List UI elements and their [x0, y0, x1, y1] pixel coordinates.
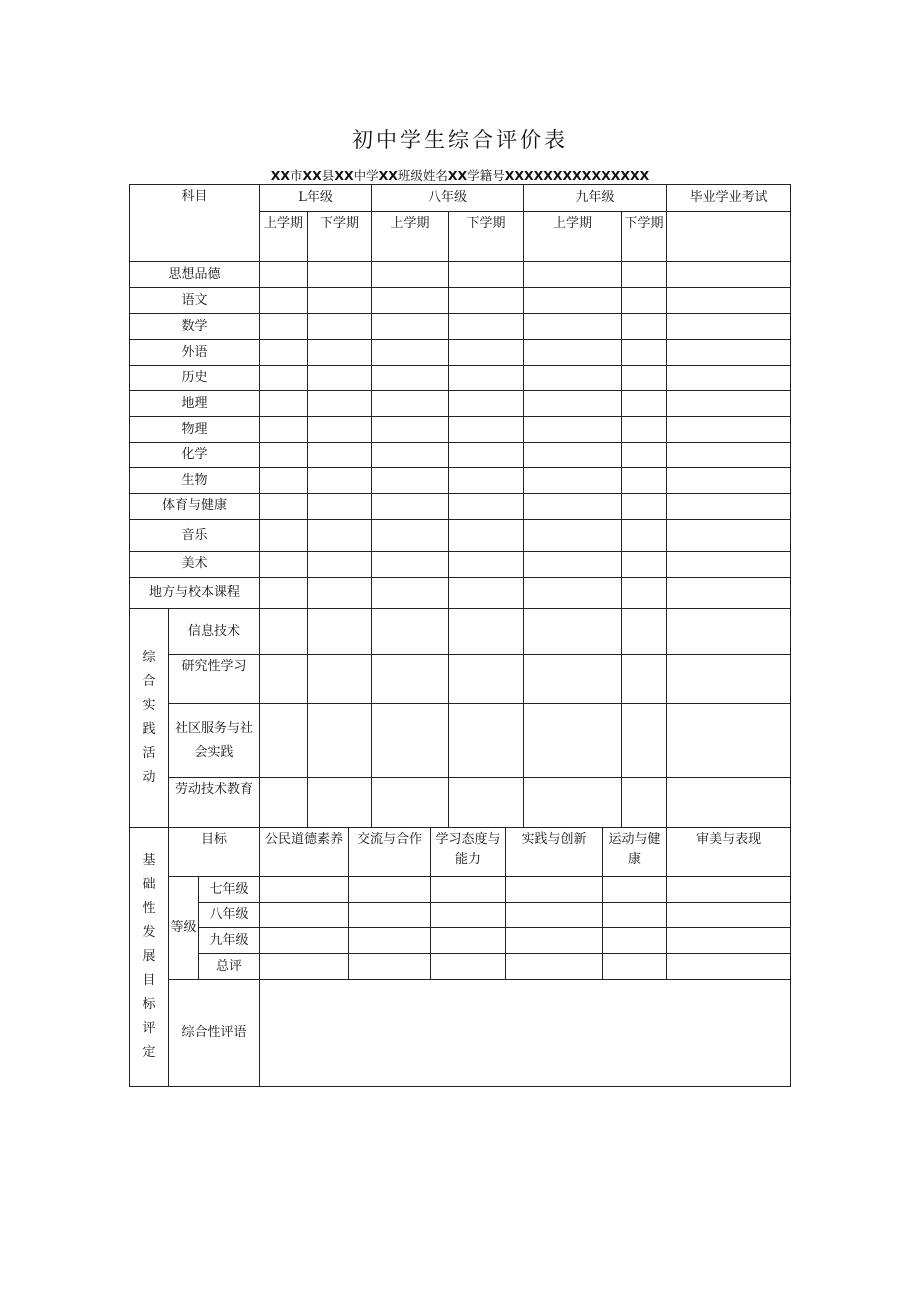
grade-cell[interactable] [372, 609, 449, 655]
practice-item-label: 研究性学习 [169, 655, 260, 704]
grade-cell[interactable] [260, 262, 308, 288]
page-title: 初中学生综合评价表 [352, 128, 568, 152]
grade-cell[interactable] [308, 494, 372, 520]
subject-label: 语文 [130, 288, 260, 314]
level-row-label: 八年级 [199, 903, 260, 928]
grade-cell[interactable] [260, 954, 349, 980]
term-header: 下学期 [449, 212, 524, 262]
subject-header: 科目 [130, 185, 260, 262]
grade-cell[interactable] [372, 468, 449, 494]
grade-cell[interactable] [524, 494, 622, 520]
grade-cell[interactable] [308, 262, 372, 288]
grade-cell[interactable] [449, 391, 524, 417]
grade-cell[interactable] [524, 417, 622, 443]
grade-cell[interactable] [260, 366, 308, 391]
basic-group-label: 基 础 性 发 展 目 标 评 定 [130, 828, 169, 1087]
grade-cell[interactable] [524, 340, 622, 366]
target-header: 学习态度与能力 [431, 828, 506, 877]
practice-item-label: 信息技术 [169, 609, 260, 655]
grade-cell[interactable] [449, 494, 524, 520]
target-header: 公民道德素养 [260, 828, 349, 877]
grade-cell[interactable] [622, 578, 667, 609]
grade-cell[interactable] [622, 704, 667, 778]
level-row-label: 七年级 [199, 877, 260, 903]
grade-cell[interactable] [524, 778, 622, 828]
grade-cell[interactable] [372, 520, 449, 552]
practice-item-label: 社区服务与社会实践 [169, 704, 260, 778]
grade-cell[interactable] [667, 928, 791, 954]
grade-cell[interactable] [667, 494, 791, 520]
grade-cell[interactable] [260, 417, 308, 443]
term-header: 下学期 [622, 212, 667, 262]
grade-cell[interactable] [524, 366, 622, 391]
grade-cell[interactable] [372, 443, 449, 468]
grade-cell[interactable] [622, 417, 667, 443]
grade-cell[interactable] [667, 288, 791, 314]
grade-cell[interactable] [308, 520, 372, 552]
grade-cell[interactable] [449, 417, 524, 443]
grade-cell[interactable] [372, 552, 449, 578]
grade-cell[interactable] [372, 391, 449, 417]
grade-cell[interactable] [260, 288, 308, 314]
grade-cell[interactable] [308, 552, 372, 578]
student-info-line: XX市XX县XX中学XX班级姓名XX学籍号XXXXXXXXXXXXXXX [270, 168, 650, 183]
grade-cell[interactable] [349, 928, 431, 954]
grade-cell[interactable] [524, 578, 622, 609]
grade-cell[interactable] [603, 877, 667, 903]
grade-cell[interactable] [622, 655, 667, 704]
grade-cell[interactable] [372, 366, 449, 391]
grade-cell[interactable] [308, 468, 372, 494]
grade-cell[interactable] [431, 903, 506, 928]
target-header: 审美与表现 [667, 828, 791, 877]
practice-item-label: 劳动技术教育 [169, 778, 260, 828]
grade-cell[interactable] [260, 314, 308, 340]
grade-cell[interactable] [622, 340, 667, 366]
grade-7-header: L年级 [260, 185, 372, 212]
grade-cell[interactable] [260, 468, 308, 494]
grade-cell[interactable] [622, 443, 667, 468]
grade-cell[interactable] [667, 468, 791, 494]
grade-cell[interactable] [372, 578, 449, 609]
grade-cell[interactable] [308, 443, 372, 468]
grade-cell[interactable] [667, 655, 791, 704]
grade-cell[interactable] [260, 609, 308, 655]
grade-cell[interactable] [506, 903, 603, 928]
grade-cell[interactable] [260, 655, 308, 704]
grade-cell[interactable] [431, 877, 506, 903]
grade-cell[interactable] [622, 609, 667, 655]
target-header: 交流与合作 [349, 828, 431, 877]
grade-cell[interactable] [372, 340, 449, 366]
term-header: 上学期 [372, 212, 449, 262]
target-header: 运动与健康 [603, 828, 667, 877]
grade-cell[interactable] [524, 262, 622, 288]
grade-cell[interactable] [524, 609, 622, 655]
grade-cell[interactable] [260, 903, 349, 928]
grade-cell[interactable] [603, 903, 667, 928]
grade-cell[interactable] [449, 778, 524, 828]
grade-cell[interactable] [667, 314, 791, 340]
subject-label: 体育与健康 [130, 494, 260, 520]
grade-cell[interactable] [524, 314, 622, 340]
grade-cell[interactable] [431, 954, 506, 980]
grade-cell[interactable] [667, 877, 791, 903]
grade-cell[interactable] [260, 928, 349, 954]
grade-cell[interactable] [449, 340, 524, 366]
grade-cell[interactable] [667, 520, 791, 552]
comment-field[interactable] [260, 980, 791, 1087]
grade-cell[interactable] [449, 314, 524, 340]
grade-cell[interactable] [349, 877, 431, 903]
subject-label: 地理 [130, 391, 260, 417]
grade-cell[interactable] [667, 903, 791, 928]
grade-cell[interactable] [449, 704, 524, 778]
grade-cell[interactable] [667, 262, 791, 288]
grade-cell[interactable] [308, 655, 372, 704]
target-header: 实践与创新 [506, 828, 603, 877]
grade-cell[interactable] [603, 928, 667, 954]
target-label: 目标 [169, 828, 260, 877]
grade-8-header: 八年级 [372, 185, 524, 212]
grade-cell[interactable] [667, 778, 791, 828]
grade-cell[interactable] [506, 877, 603, 903]
grade-cell[interactable] [667, 954, 791, 980]
grade-cell[interactable] [260, 443, 308, 468]
grade-cell[interactable] [449, 609, 524, 655]
grade-cell[interactable] [667, 366, 791, 391]
grade-cell[interactable] [308, 288, 372, 314]
grade-cell[interactable] [372, 778, 449, 828]
level-row-label: 总评 [199, 954, 260, 980]
grade-cell[interactable] [667, 340, 791, 366]
grade-cell[interactable] [524, 468, 622, 494]
term-header: 下学期 [308, 212, 372, 262]
subject-label: 化学 [130, 443, 260, 468]
grade-cell[interactable] [260, 778, 308, 828]
grade-cell[interactable] [308, 609, 372, 655]
grade-cell[interactable] [308, 578, 372, 609]
grade-cell[interactable] [506, 928, 603, 954]
subject-label: 地方与校本课程 [130, 578, 260, 609]
grade-cell[interactable] [349, 954, 431, 980]
grade-cell[interactable] [524, 704, 622, 778]
grade-cell[interactable] [372, 417, 449, 443]
grade-cell[interactable] [260, 520, 308, 552]
grade-cell[interactable] [260, 391, 308, 417]
grade-cell[interactable] [260, 578, 308, 609]
grade-cell[interactable] [524, 288, 622, 314]
grade-cell[interactable] [524, 520, 622, 552]
grade-cell[interactable] [260, 704, 308, 778]
term-header: 上学期 [524, 212, 622, 262]
grade-cell[interactable] [622, 552, 667, 578]
comment-label: 综合性评语 [169, 980, 260, 1087]
grade-cell[interactable] [667, 609, 791, 655]
subject-label: 音乐 [130, 520, 260, 552]
grade-cell[interactable] [308, 366, 372, 391]
final-exam-header: 毕业学业考试 [667, 185, 791, 212]
grade-cell[interactable] [308, 340, 372, 366]
grade-cell[interactable] [524, 655, 622, 704]
subject-label: 历史 [130, 366, 260, 391]
grade-cell[interactable] [449, 262, 524, 288]
grade-cell[interactable] [308, 417, 372, 443]
grade-cell[interactable] [349, 903, 431, 928]
term-header: 上学期 [260, 212, 308, 262]
grade-cell[interactable] [260, 340, 308, 366]
level-label: 等级 [169, 877, 199, 980]
practice-group-label: 综 合 实 践 活 动 [130, 609, 169, 828]
grade-cell[interactable] [372, 262, 449, 288]
grade-9-header: 九年级 [524, 185, 667, 212]
level-row-label: 九年级 [199, 928, 260, 954]
subject-label: 思想品德 [130, 262, 260, 288]
grade-cell[interactable] [449, 552, 524, 578]
grade-cell[interactable] [622, 391, 667, 417]
grade-cell[interactable] [622, 314, 667, 340]
grade-cell[interactable] [308, 778, 372, 828]
evaluation-table [129, 184, 791, 1087]
grade-cell[interactable] [260, 552, 308, 578]
grade-cell[interactable] [372, 288, 449, 314]
grade-cell[interactable] [667, 578, 791, 609]
grade-cell[interactable] [372, 655, 449, 704]
grade-cell[interactable] [622, 778, 667, 828]
grade-cell[interactable] [622, 288, 667, 314]
grade-cell[interactable] [431, 928, 506, 954]
grade-cell[interactable] [308, 704, 372, 778]
grade-cell[interactable] [524, 443, 622, 468]
grade-cell[interactable] [449, 288, 524, 314]
grade-cell[interactable] [372, 314, 449, 340]
grade-cell[interactable] [603, 954, 667, 980]
grade-cell[interactable] [622, 366, 667, 391]
subject-label: 外语 [130, 340, 260, 366]
grade-cell[interactable] [506, 954, 603, 980]
grade-cell[interactable] [524, 552, 622, 578]
grade-cell[interactable] [372, 704, 449, 778]
subject-label: 美术 [130, 552, 260, 578]
grade-cell[interactable] [308, 391, 372, 417]
grade-cell[interactable] [622, 262, 667, 288]
grade-cell[interactable] [667, 443, 791, 468]
grade-cell[interactable] [667, 704, 791, 778]
grade-cell[interactable] [260, 494, 308, 520]
grade-cell[interactable] [449, 443, 524, 468]
subject-label: 生物 [130, 468, 260, 494]
grade-cell[interactable] [524, 391, 622, 417]
grade-cell[interactable] [260, 877, 349, 903]
grade-cell[interactable] [372, 494, 449, 520]
grade-cell[interactable] [308, 314, 372, 340]
grade-cell[interactable] [667, 552, 791, 578]
grade-cell[interactable] [667, 391, 791, 417]
grade-cell[interactable] [622, 494, 667, 520]
subject-label: 物理 [130, 417, 260, 443]
grade-cell[interactable] [667, 417, 791, 443]
grade-cell[interactable] [667, 212, 791, 262]
grade-cell[interactable] [449, 655, 524, 704]
grade-cell[interactable] [449, 366, 524, 391]
grade-cell[interactable] [449, 520, 524, 552]
grade-cell[interactable] [622, 520, 667, 552]
grade-cell[interactable] [622, 468, 667, 494]
grade-cell[interactable] [449, 468, 524, 494]
grade-cell[interactable] [449, 578, 524, 609]
subject-label: 数学 [130, 314, 260, 340]
